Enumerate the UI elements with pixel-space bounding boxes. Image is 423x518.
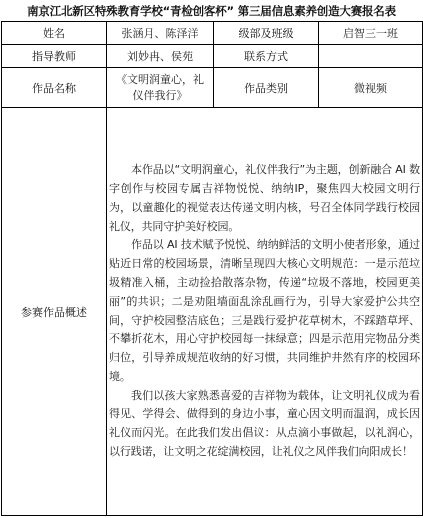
grade-label: 级部及班级 [214,22,319,45]
grade-value: 启智三一班 [319,22,423,45]
work-name-line-2: 仪伴我行》 [132,88,188,102]
row-summary [2,108,423,516]
summary-content [107,108,423,516]
category-value: 微视频 [319,68,423,108]
teacher-value: 刘妙冉、侯苑 [107,45,214,68]
work-name-label: 作品名称 [2,68,107,108]
form-title: 南京江北新区特殊教育学校“青检创客杯” 第三届信息素养创造大赛报名表 [27,4,396,18]
summary-label: 参赛作品概述 [2,108,107,516]
work-name-value [107,68,214,108]
summary-paragraph: 作品以 AI 技术赋予悦悦、纳纳鲜活的文明小使者形象，通过贴近日常的校园场景，清晰呈现四大核心文明规范：一是示范垃圾精准入桶，主动捡拾散落杂物，传递“垃圾不落地，校园更美丽”的共识；二是劝阻墙面乱涂乱画行为，引导大家爱护公共空间，守护校园整洁底色；三是践行爱护花草树木，不踩踏草坪、不攀折花木，用心守护校园每一抹绿意；四是示范用完物品分类归位，引导养成规范收纳的好习惯，共同维护井然有序的校园环境。 [109,238,420,383]
row-work [2,68,423,108]
summary-paragraph: 我们以孩大家熟悉喜爱的吉祥物为载体，让文明礼仪成为看得见、学得会、做得到的身边小事，童心因文明而温润，成长因礼仪而闪光。在此我们发出倡议：从点滴小事做起，以礼润心，以行践诺，让文明之花绽满校园，让礼仪之风伴我们向阳成长！ [109,388,420,459]
row-teacher [2,45,423,68]
name-label: 姓名 [2,22,107,45]
category-label: 作品类别 [214,68,319,108]
teacher-label: 指导教师 [2,45,107,68]
contact-value [319,45,423,68]
registration-table [1,21,423,516]
work-name-line-1: 《文明润童心，礼 [116,72,204,86]
contact-label: 联系方式 [214,45,319,68]
row-name [2,22,423,45]
summary-paragraph: 本作品以“文明润童心，礼仪伴我行”为主题，创新融合 AI 数字创作与校园专属吉祥物悦悦、纳纳IP，聚焦四大校园文明行为，以童趣化的视觉表达传递文明内核，号召全体同学践行校园礼仪，共同守护美好校园。 [109,163,420,233]
name-value: 张涵月、陈泽洋 [107,22,214,45]
